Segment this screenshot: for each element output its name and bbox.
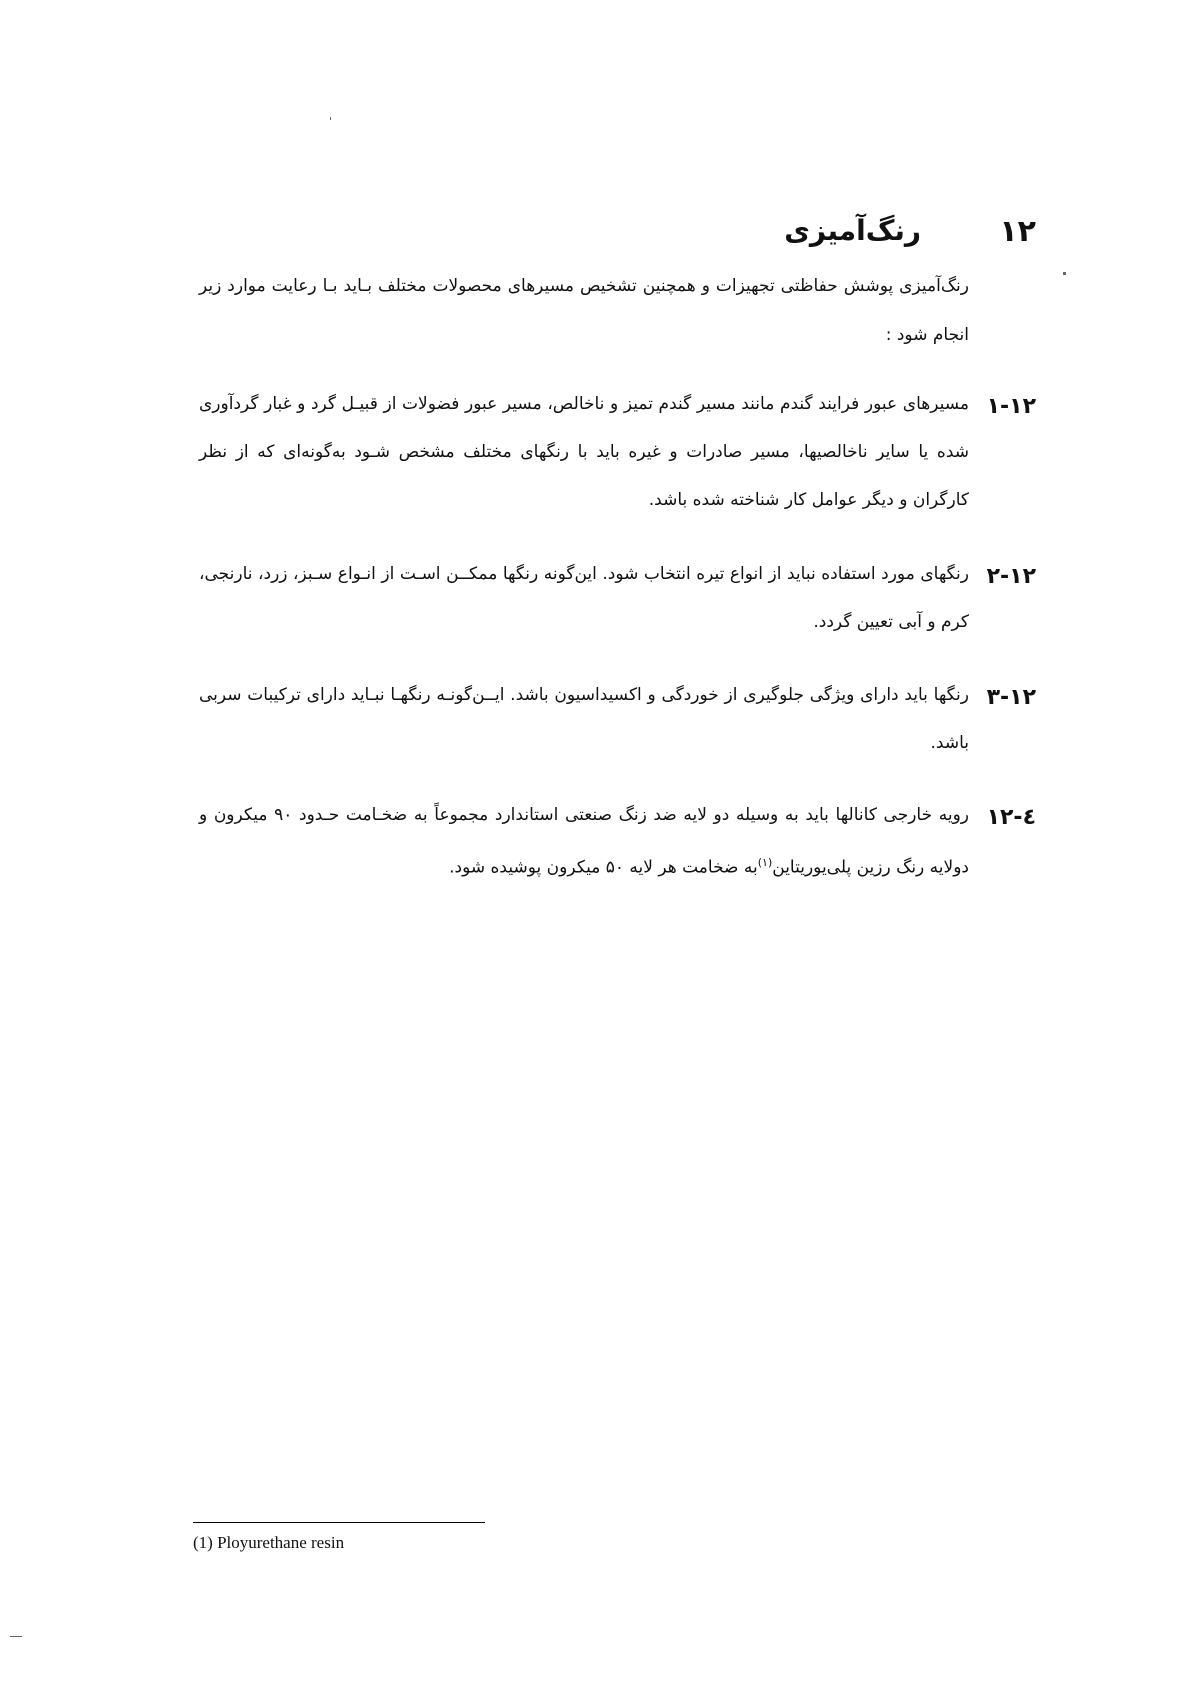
scan-mark-bottom-left <box>10 1636 22 1637</box>
item-text-part: رویه خارجی کانالها باید به وسیله دو لایه ضد زنگ صنعتی استاندارد مجموعاً به ضخـامت حـدود ۹۰ میکرون و دولایه رنگ رزین پلی‌یوریتاین <box>199 805 969 878</box>
scan-mark-top <box>330 117 331 120</box>
item-number: ۳-۱۲ <box>986 685 1036 710</box>
section-title: رنگ‌آمیزی <box>784 214 921 247</box>
item-text-part: به ضخامت هر لایه ۵۰ میکرون پوشیده شود. <box>449 857 758 878</box>
item-text: مسیرهای عبور فرایند گندم مانند مسیر گندم تمیز و ناخالص، مسیر عبور فضولات از قبیـل گرد و غبار گردآوری شده یا سایر ناخالصیها، مسیر صادرات و غیره باید با رنگهای مختلف مشخص شـود به‌گونه‌ای که از نظر کارگران و دیگر عوامل کار شناخته شده باشد. <box>199 394 969 510</box>
item-number: ۱-۱۲ <box>986 394 1036 419</box>
section-number: ۱۲ <box>999 214 1036 249</box>
scan-mark-right <box>1063 272 1066 275</box>
footnote: (1) Ployurethane resin <box>193 1533 345 1552</box>
footnote-divider <box>193 1522 485 1523</box>
item-text: رنگهای مورد استفاده نباید از انواع تیره انتخاب شود. این‌گونه رنگها ممکــن اسـت از انـواع سـبز، زرد، نارنجی، کرم و آبی تعیین گردد. <box>199 564 969 632</box>
item-number: ۲-۱۲ <box>986 564 1036 589</box>
section-header <box>216 214 1036 254</box>
item-text <box>199 791 969 892</box>
item-text: رنگها باید دارای ویژگی جلوگیری از خوردگی و اکسیداسیون باشد. ایــن‌گونـه رنگهـا نبـاید دارای ترکیبات سربی باشد. <box>199 685 969 753</box>
intro-paragraph: رنگ‌آمیزی پوشش حفاظتی تجهیزات و همچنین تشخیص مسیرهای محصولات مختلف بـاید بـا رعایت موارد زیر انجام شود : <box>199 276 969 345</box>
footnote-reference: (۱) <box>757 856 773 869</box>
item-number: ٤-۱۲ <box>986 805 1036 830</box>
